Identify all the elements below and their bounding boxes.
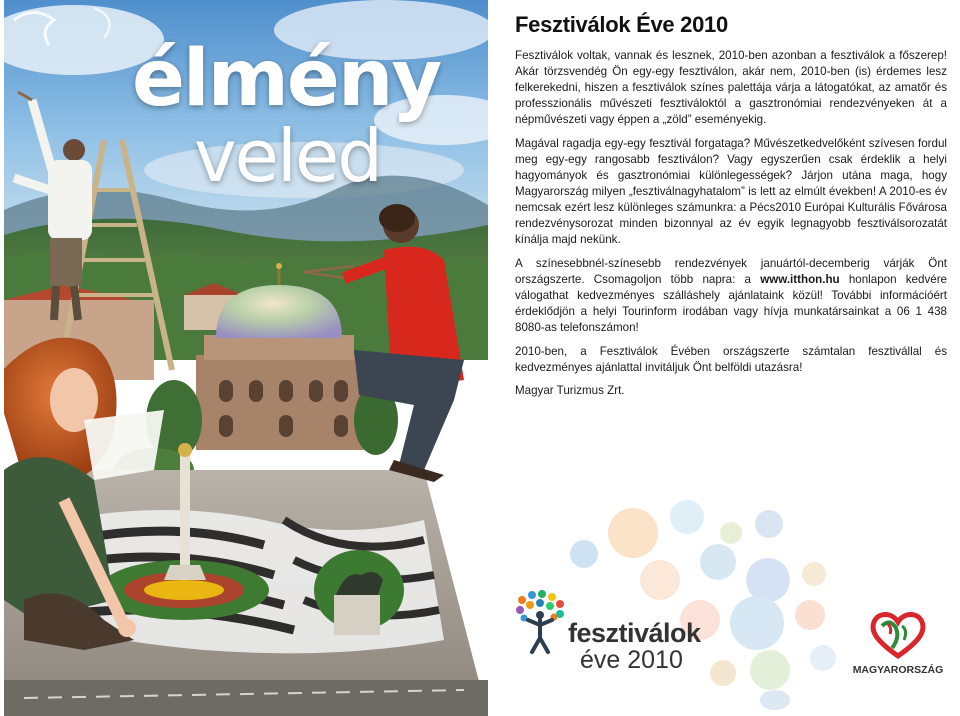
article-paragraph-2: Magával ragadja egy-egy fesztivál forgataga? Művészetkedvelőként szívesen fordul meg egy-egy rangosabb fesztiválon? Vagy egyszerűen csak érdeklik a helyi hagyományok és gasztronómiai különlegességek? Járjon utána maga, hogy Magyarország milyen „fesztiválnagyhatalom” is lett az elmúlt években! A 2010-es év nemcsak ezért lesz különleges számunkra: a Pécs2010 Európai Kulturális Fővárosa rendezvénysorozat minden bizonnyal az év egyik legnagyobb fesztiválsorozatát kínálja majd nekünk. bbox=[515, 137, 947, 246]
article-paragraph-3 bbox=[515, 256, 947, 336]
festival-logo-word: fesztiválok bbox=[568, 618, 701, 648]
magyarorszag-logo-word: MAGYARORSZÁG bbox=[852, 664, 944, 676]
poster-image bbox=[4, 0, 488, 716]
article-paragraph-1: Fesztiválok voltak, vannak és lesznek, 2010-ben azonban a fesztiválok a főszerep! Akár törzsvendég Ön egy-egy fesztiválon, akár nem, 2010-ben (is) érdemes lesz felkerekedni, hiszen a fesztiválok színes palettája várja a látogatókat, az amatőr és professzionális művészeti fesztiváloktól a gasztronómiai rendezvényeken át a népművészeti vagy éppen a „zöld” eseményekig. bbox=[515, 49, 947, 126]
paragraph-3-text-b: honlapon kedvére válogathat kedvezményes szálláshely ajánlataink közül! További információért érdeklődjön a helyi Tourinform irodában vagy hívja munkatársainkat a 06 1 438 8080-as telefonszámon! bbox=[515, 273, 948, 334]
itthon-link[interactable]: www.itthon.hu bbox=[760, 273, 840, 286]
article-signature: Magyar Turizmus Zrt. bbox=[515, 384, 625, 397]
festival-year-logo bbox=[514, 590, 734, 680]
poster-headline-line2: veled bbox=[194, 114, 381, 198]
heart-logo-icon bbox=[868, 608, 928, 660]
festival-logo-year: éve 2010 bbox=[580, 646, 683, 674]
article bbox=[515, 12, 947, 397]
paragraph-3-text-a: A színesebbnél-színesebb rendezvények januártól-decemberig várják Önt országszerte. Csomagoljon több napra: a bbox=[515, 257, 947, 286]
article-paragraph-4: 2010-ben, a Fesztiválok Évében országszerte számtalan fesztivállal és kedvezményes ajánlattal invitáljuk Önt belföldi utazásra! bbox=[515, 345, 947, 374]
article-title: Fesztiválok Éve 2010 bbox=[515, 12, 728, 37]
magyarorszag-logo bbox=[848, 606, 948, 686]
poster-headline-line1: élmény bbox=[132, 34, 441, 124]
festival-figure-icon bbox=[514, 590, 568, 660]
